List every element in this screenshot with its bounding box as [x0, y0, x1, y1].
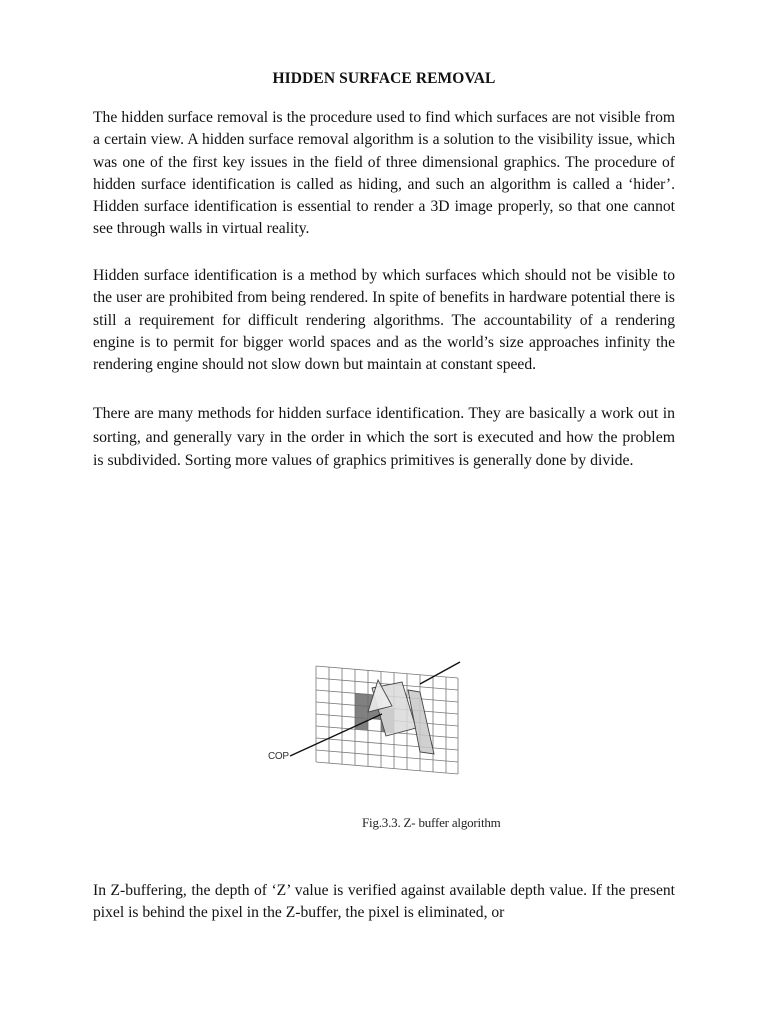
view-ray-top: [420, 662, 460, 684]
z-buffer-diagram: [268, 652, 548, 812]
paragraph-intro: The hidden surface removal is the procedure used to find which surfaces are not visible from a certain view. A hidden surface removal algorithm is a solution to the visibility issue, which was one of the first key issues in the field of three dimensional graphics. The procedure of hidden surface identification is called as hiding, and such an algorithm is called a ‘hider’. Hidden surface identification is essential to render a 3D image properly, so that one cannot see through walls in virtual reality.: [93, 109, 675, 238]
paragraph-zbuffer: In Z-buffering, the depth of ‘Z’ value is verified against available depth value. If the present pixel is behind the pixel in the Z-buffer, the pixel is eliminated, or: [93, 882, 675, 922]
z-buffer-figure: [268, 652, 548, 842]
paragraph-methods: There are many methods for hidden surface identification. They are basically a work out in sorting, and generally vary in the order in which the sort is executed and how the problem is subdivided. Sorting more values of graphics primitives is generally done by divide.: [93, 405, 675, 469]
paragraph-identification: Hidden surface identification is a method by which surfaces which should not be visible to the user are prohibited from being rendered. In spite of benefits in hardware potential there is still a requirement for difficult rendering algorithms. The accountability of a rendering engine is to permit for bigger world spaces and as the world’s size approaches infinity the rendering engine should not slow down but maintain at constant speed.: [93, 267, 675, 374]
figure-caption: Fig.3.3. Z- buffer algorithm: [362, 815, 501, 830]
cop-label: COP: [268, 751, 289, 762]
page-title: HIDDEN SURFACE REMOVAL: [272, 70, 496, 87]
